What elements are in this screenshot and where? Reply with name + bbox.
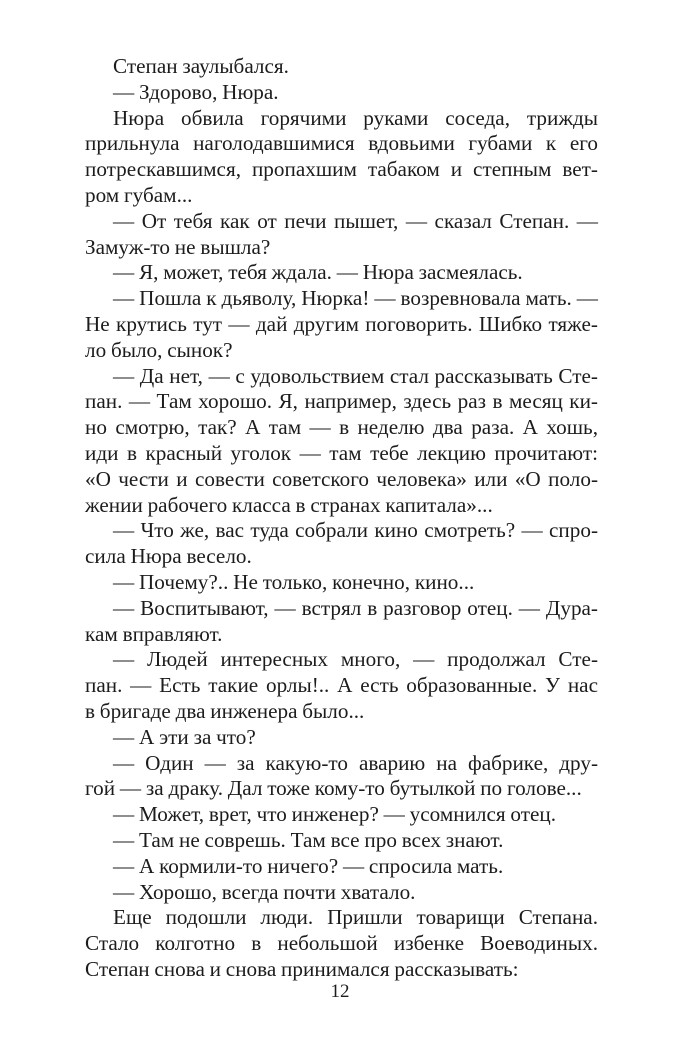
text-line: — Один — за какую-то аварию на фабрике, дру- [113, 750, 598, 775]
text-line: потрескавшимся, пропахшим табаком и степным вет- [85, 157, 598, 182]
text-line: в бригаде два инженера было... [85, 698, 365, 723]
text-line: — Может, врет, что инженер? — усомнился отец. [113, 802, 557, 827]
text-line: — Пошла к дьяволу, Нюрка! — возревновала мать. — [113, 286, 598, 311]
text-line: пан. — Есть такие орлы!.. А есть образованные. У нас [85, 673, 598, 698]
text-line: кам вправляют. [85, 621, 223, 646]
text-line: сила Нюра весело. [85, 544, 252, 569]
text-line: — От тебя как от печи пышет, — сказал Степан. — [113, 208, 598, 233]
text-line: жении рабочего класса в странах капитала»... [85, 492, 493, 517]
text-line: Замуж-то не вышла? [85, 234, 271, 259]
text-line: «О чести и совести советского человека» или «О поло- [85, 466, 598, 491]
text-line: но смотрю, так? А там — в неделю два раза. А хошь, [85, 415, 598, 440]
text-line: — Там не соврешь. Там все про всех знают. [113, 827, 504, 852]
text-line: прильнула наголодавшимися вдовьими губами к его [85, 131, 598, 156]
text-line: Еще подошли люди. Пришли товарищи Степана. [113, 905, 598, 930]
text-line: ром губам... [85, 182, 193, 207]
text-line: — Я, может, тебя ждала. — Нюра засмеялась. [113, 260, 523, 285]
text-line: — Воспитывают, — встрял в разговор отец. — Дура- [113, 595, 598, 620]
text-line: ло было, сынок? [85, 337, 233, 362]
text-line: Не крутись тут — дай другим поговорить. Шибко тяже- [85, 311, 598, 336]
text-line: пан. — Там хорошо. Я, например, здесь раз в месяц ки- [85, 389, 598, 414]
text-line: — Здорово, Нюра. [113, 79, 279, 104]
text-line: гой — за драку. Дал тоже кому-то бутылкой по голове... [85, 776, 582, 801]
page-number: 12 [330, 981, 350, 1002]
text-line: — Хорошо, всегда почти хватало. [113, 879, 416, 904]
text-line: — А эти за что? [113, 724, 256, 749]
text-line: — Почему?.. Не только, конечно, кино... [113, 569, 475, 594]
text-block [85, 54, 598, 983]
text-line: — А кормили-то ничего? — спросила мать. [113, 853, 504, 878]
text-line: — Да нет, — с удовольствием стал рассказывать Сте- [113, 363, 598, 388]
text-line: Стало колготно в небольшой избенке Воеводиных. [85, 931, 598, 956]
text-line: — Людей интересных много, — продолжал Сте- [113, 647, 598, 672]
text-line: Степан снова и снова принимался рассказывать: [85, 956, 519, 981]
text-line: иди в красный уголок — там тебе лекцию прочитают: [85, 440, 598, 465]
text-line: Нюра обвила горячими руками соседа, трижды [113, 105, 598, 130]
text-line: Степан заулыбался. [113, 54, 289, 78]
text-line: — Что же, вас туда собрали кино смотреть? — спро- [113, 518, 598, 543]
